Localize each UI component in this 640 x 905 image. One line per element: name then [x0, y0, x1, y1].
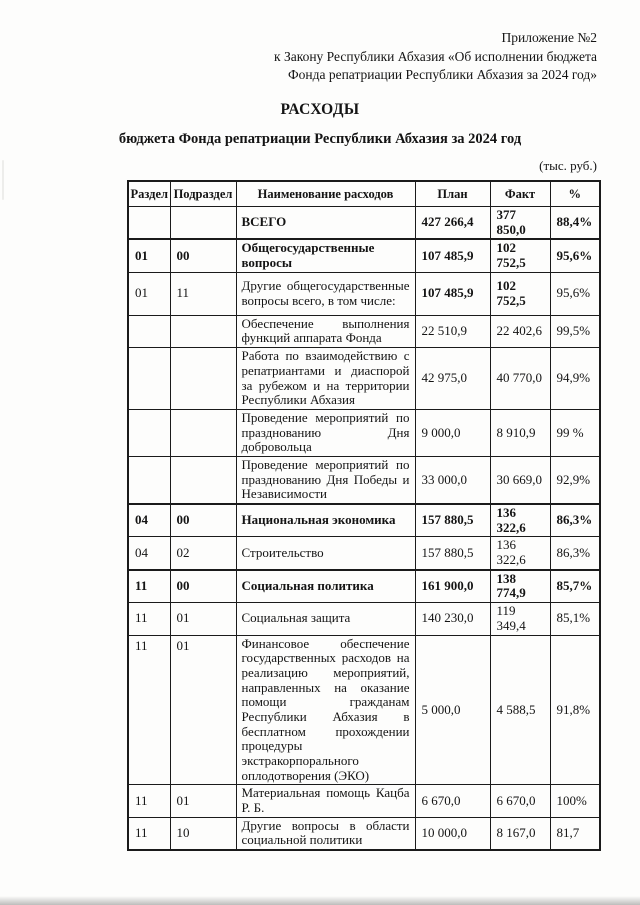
- cell-razdel: 04: [128, 537, 170, 570]
- table-row: [128, 817, 600, 850]
- cell-percent: 100%: [550, 785, 600, 817]
- cell-plan: 6 670,0: [415, 785, 490, 817]
- cell-name: Финансовое обеспечение государственных расходов на реализацию мероприятий, направленных на оказание помощи гражданам Республики Абхазия в бесплатном прохождении процедуры экстракорпорального оплодотворения (ЭКО): [236, 635, 415, 785]
- cell-plan: 157 880,5: [415, 504, 490, 537]
- cell-podrazdel: [170, 409, 236, 456]
- table-row: [128, 207, 600, 240]
- cell-plan: 9 000,0: [415, 409, 490, 456]
- appendix-line-2: к Закону Республики Абхазия «Об исполнении бюджета: [274, 48, 597, 64]
- cell-percent: 85,1%: [550, 603, 600, 635]
- cell-razdel: [128, 456, 170, 504]
- cell-plan: 157 880,5: [415, 537, 490, 570]
- cell-plan: 427 266,4: [415, 207, 490, 240]
- col-header-razdel: Раздел: [128, 181, 170, 207]
- cell-razdel: 11: [128, 635, 170, 785]
- cell-razdel: 11: [128, 603, 170, 635]
- cell-name: Общегосударственные вопросы: [236, 239, 415, 272]
- cell-razdel: 11: [128, 570, 170, 603]
- cell-fakt: 377 850,0: [490, 207, 550, 240]
- cell-name: Социальная защита: [236, 603, 415, 635]
- cell-percent: 81,7: [550, 817, 600, 850]
- cell-percent: 94,9%: [550, 348, 600, 410]
- col-header-name: Наименование расходов: [236, 181, 415, 207]
- expenses-table: [127, 180, 601, 852]
- cell-podrazdel: 00: [170, 504, 236, 537]
- cell-name: ВСЕГО: [236, 207, 415, 240]
- cell-podrazdel: [170, 456, 236, 504]
- table-row: [128, 537, 600, 570]
- cell-plan: 42 975,0: [415, 348, 490, 410]
- cell-name: Другие вопросы в области социальной политики: [236, 817, 415, 850]
- cell-podrazdel: 11: [170, 272, 236, 315]
- cell-fakt: 6 670,0: [490, 785, 550, 817]
- cell-fakt: 40 770,0: [490, 348, 550, 410]
- table-row: [128, 272, 600, 315]
- cell-razdel: [128, 348, 170, 410]
- table-row: [128, 239, 600, 272]
- cell-razdel: 11: [128, 817, 170, 850]
- table-body: [128, 207, 600, 851]
- cell-fakt: 119 349,4: [490, 603, 550, 635]
- cell-fakt: 8 167,0: [490, 817, 550, 850]
- table-row: [128, 348, 600, 410]
- cell-podrazdel: 02: [170, 537, 236, 570]
- cell-percent: 88,4%: [550, 207, 600, 240]
- table-header-row: [128, 181, 600, 207]
- cell-percent: 91,8%: [550, 635, 600, 785]
- cell-fakt: 8 910,9: [490, 409, 550, 456]
- cell-razdel: [128, 207, 170, 240]
- appendix-note: [0, 0, 640, 85]
- table-row: [128, 570, 600, 603]
- cell-razdel: 04: [128, 504, 170, 537]
- cell-name: Другие общегосударственные вопросы всего, в том числе:: [236, 272, 415, 315]
- cell-fakt: 136 322,6: [490, 537, 550, 570]
- table-row: [128, 456, 600, 504]
- cell-name: Проведение мероприятий по празднованию Дня Победы и Независимости: [236, 456, 415, 504]
- page-subtitle: бюджета Фонда репатриации Республики Абхазия за 2024 год: [118, 130, 522, 147]
- cell-name: Проведение мероприятий по празднованию Дня добровольца: [236, 409, 415, 456]
- table-row: [128, 315, 600, 347]
- cell-podrazdel: 01: [170, 785, 236, 817]
- cell-fakt: 102 752,5: [490, 239, 550, 272]
- cell-name: Национальная экономика: [236, 504, 415, 537]
- cell-razdel: [128, 315, 170, 347]
- cell-razdel: 01: [128, 239, 170, 272]
- cell-name: Работа по взаимодействию с репатриантами и диаспорой за рубежом и на территории Республики Абхазия: [236, 348, 415, 410]
- cell-plan: 10 000,0: [415, 817, 490, 850]
- table-row: [128, 603, 600, 635]
- cell-percent: 95,6%: [550, 272, 600, 315]
- scan-artifact: [2, 160, 4, 200]
- cell-plan: 107 485,9: [415, 272, 490, 315]
- appendix-line-3: Фонда репатриации Республики Абхазия за 2024 год»: [287, 67, 597, 82]
- units-note: (тыс. руб.): [539, 157, 597, 173]
- cell-fakt: 30 669,0: [490, 456, 550, 504]
- cell-fakt: 102 752,5: [490, 272, 550, 315]
- cell-razdel: [128, 409, 170, 456]
- table-row: [128, 504, 600, 537]
- cell-percent: 99 %: [550, 409, 600, 456]
- cell-podrazdel: 01: [170, 603, 236, 635]
- table-row: [128, 409, 600, 456]
- scan-edge-shadow: [0, 896, 640, 905]
- cell-percent: 95,6%: [550, 239, 600, 272]
- col-header-percent: %: [550, 181, 600, 207]
- cell-podrazdel: 01: [170, 635, 236, 785]
- cell-plan: 161 900,0: [415, 570, 490, 603]
- page-title: РАСХОДЫ: [280, 100, 360, 118]
- cell-plan: 22 510,9: [415, 315, 490, 347]
- cell-name: Социальная политика: [236, 570, 415, 603]
- cell-podrazdel: [170, 348, 236, 410]
- cell-fakt: 22 402,6: [490, 315, 550, 347]
- cell-name: Материальная помощь Кацба Р. Б.: [236, 785, 415, 817]
- cell-razdel: 01: [128, 272, 170, 315]
- cell-percent: 86,3%: [550, 504, 600, 537]
- table-row: [128, 635, 600, 785]
- appendix-line-1: Приложение №2: [501, 30, 597, 45]
- cell-plan: 33 000,0: [415, 456, 490, 504]
- cell-percent: 92,9%: [550, 456, 600, 504]
- cell-podrazdel: [170, 207, 236, 240]
- cell-name: Строительство: [236, 537, 415, 570]
- cell-plan: 140 230,0: [415, 603, 490, 635]
- cell-podrazdel: 00: [170, 570, 236, 603]
- cell-name: Обеспечение выполнения функций аппарата Фонда: [236, 315, 415, 347]
- cell-percent: 99,5%: [550, 315, 600, 347]
- col-header-podrazdel: Подраздел: [170, 181, 236, 207]
- cell-fakt: 136 322,6: [490, 504, 550, 537]
- col-header-plan: План: [415, 181, 490, 207]
- cell-podrazdel: [170, 315, 236, 347]
- cell-plan: 107 485,9: [415, 239, 490, 272]
- cell-fakt: 138 774,9: [490, 570, 550, 603]
- cell-podrazdel: 10: [170, 817, 236, 850]
- cell-fakt: 4 588,5: [490, 635, 550, 785]
- cell-percent: 85,7%: [550, 570, 600, 603]
- cell-plan: 5 000,0: [415, 635, 490, 785]
- col-header-fakt: Факт: [490, 181, 550, 207]
- cell-razdel: 11: [128, 785, 170, 817]
- cell-percent: 86,3%: [550, 537, 600, 570]
- cell-podrazdel: 00: [170, 239, 236, 272]
- table-row: [128, 785, 600, 817]
